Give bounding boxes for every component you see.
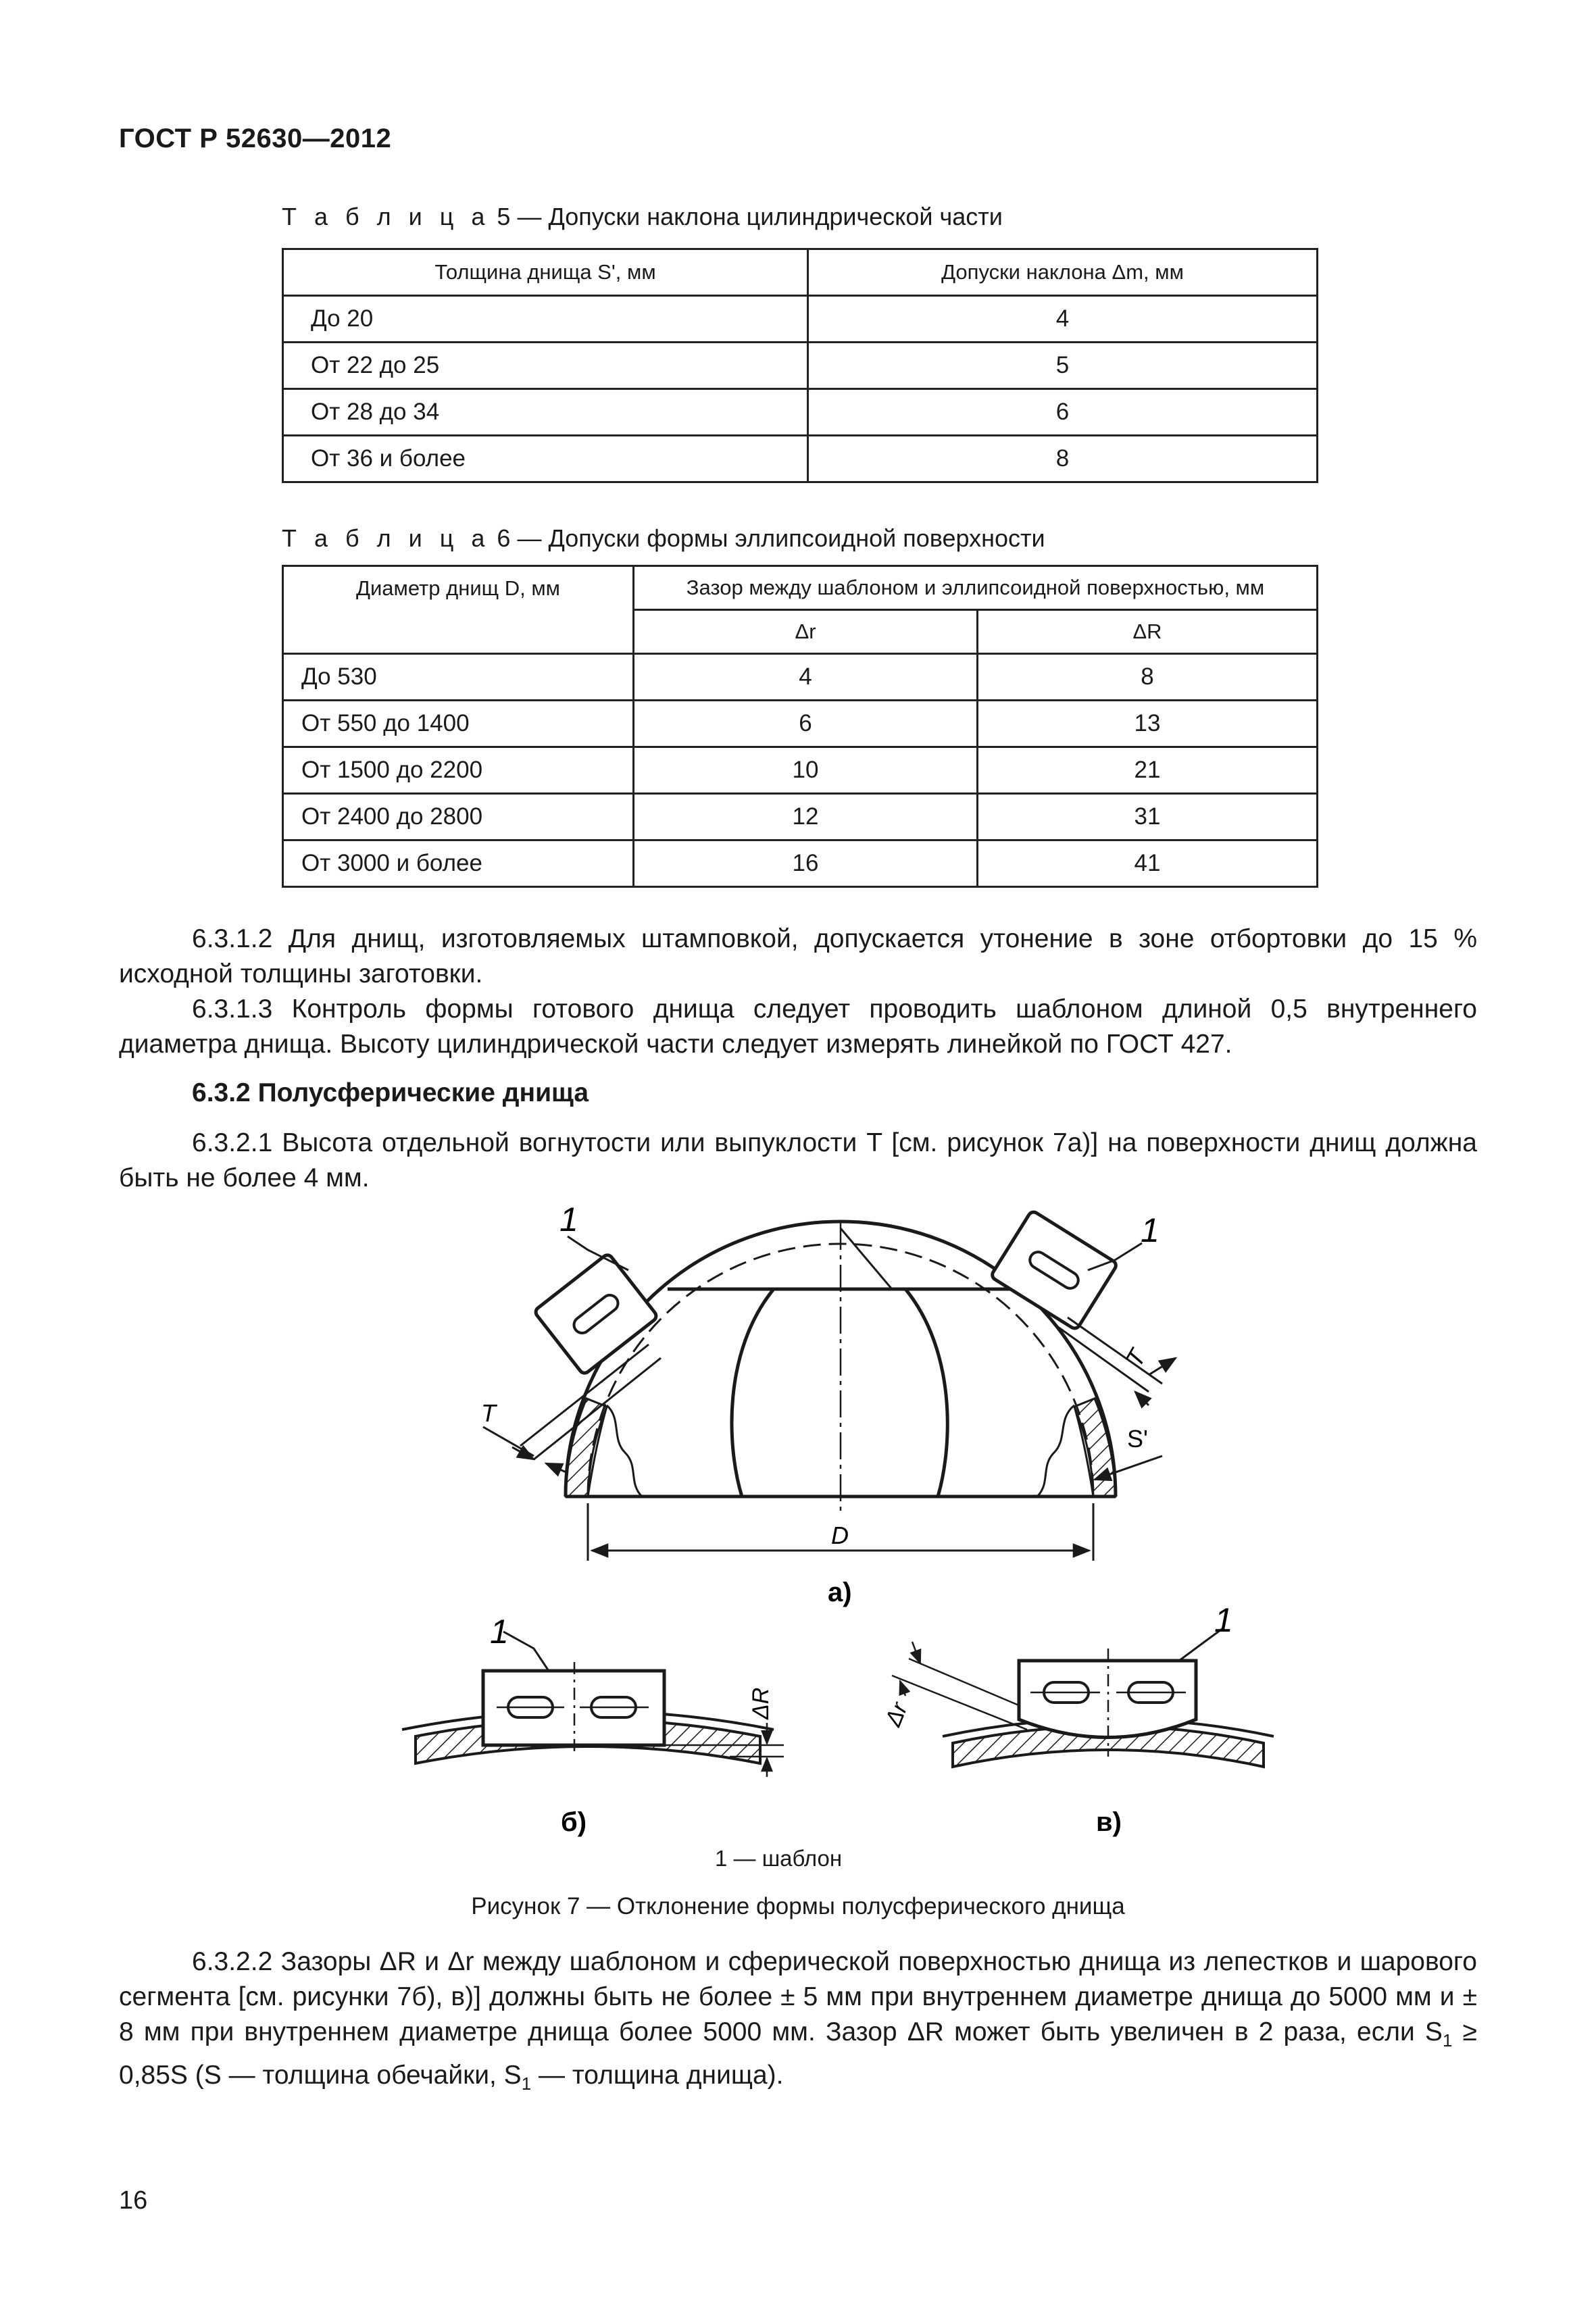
left-wall-section: [566, 1399, 607, 1496]
table5-caption-text: 5 — Допуски наклона цилиндрической части: [497, 203, 1003, 230]
table6-header-gap: Зазор между шаблоном и эллипсоидной поверхностью, мм: [634, 566, 1318, 610]
table6-cell-dR: 8: [978, 654, 1318, 701]
right-wall-section: [1074, 1399, 1116, 1496]
table6-cell-dr: 6: [634, 701, 978, 747]
table5-cell-tolerance: 8: [808, 436, 1318, 482]
table6-cell-dR: 41: [978, 840, 1318, 887]
page-number: 16: [119, 2186, 148, 2215]
template-body: [991, 1210, 1118, 1330]
table6-cell-dR: 13: [978, 701, 1318, 747]
figure-sublabel-b: б): [561, 1807, 587, 1837]
table6-cell-diameter: От 1500 до 2200: [283, 747, 634, 794]
table6-cell-dr: 10: [634, 747, 978, 794]
section-heading: 6.3.2 Полусферические днища: [192, 1078, 589, 1107]
paragraph-text: 6.3.2.2 Зазоры ΔR и Δr между шаблоном и сферической поверхностью днища из лепестков и шарового сегмента [см. рисунки 7б), в)] должны быть не более ± 5 мм при внутреннем диаметре днища до 5000 мм и ± 8 мм при внутреннем диаметре днища более 5000 мм. Зазор ΔR может быть увеличен в 2 раза, если S: [119, 1947, 1477, 2046]
paragraph-text: 6.3.1.3 Контроль формы готового днища следует проводить шаблоном длиной 0,5 внутреннего диаметра днища. Высоту цилиндрической части следует измерять линейкой по ГОСТ 427.: [119, 995, 1477, 1059]
left-petal-seam: [732, 1289, 774, 1496]
table6-cell-dr: 4: [634, 654, 978, 701]
left-break-line: [607, 1405, 642, 1496]
paragraph-text: 6.3.2.1 Высота отдельной вогнутости или выпуклости T [см. рисунок 7а)] на поверхности днищ должна быть не более 4 мм.: [119, 1128, 1477, 1192]
paragraph-text: — толщина днища).: [531, 2060, 784, 2090]
table5-cell-tolerance: 5: [808, 343, 1318, 389]
table5-cell-thickness: От 28 до 34: [283, 389, 808, 436]
paragraph-text: 6.3.1.2 Для днищ, изготовляемых штамповкой, допускается утонение в зоне отбортовки до 15 % исходной толщины заготовки.: [119, 924, 1477, 988]
figure-sublabel-v: в): [1096, 1807, 1122, 1837]
figure-title: Рисунок 7 — Отклонение формы полусферического днища: [471, 1893, 1125, 1919]
figure-label-D: D: [831, 1521, 849, 1549]
right-petal-seam: [905, 1289, 947, 1496]
table6-cell-dR: 21: [978, 747, 1318, 794]
paragraph-text: ≥ 0,85S (S — толщина обечайки, S: [119, 2017, 1477, 2090]
figure-label-dr: Δr: [880, 1699, 913, 1730]
template-body: [534, 1253, 658, 1376]
table5-cell-thickness: От 22 до 25: [283, 343, 808, 389]
table6-caption-prefix: Т а б л и ц а: [282, 524, 491, 552]
table6-cell-dR: 31: [978, 794, 1318, 840]
figure-label-S-prime: S': [1127, 1425, 1148, 1453]
table5-header-tolerance: Допуски наклона Δm, мм: [808, 249, 1318, 296]
figure-label-T-right: T: [1120, 1344, 1151, 1372]
figure-label-1-right: 1: [1141, 1211, 1159, 1249]
template-check-v-drawing: [892, 1628, 1274, 1767]
table5-header-thickness: Толщина днища S', мм: [283, 249, 808, 296]
subscript: 1: [521, 2073, 532, 2094]
figure-label-dR: ΔR: [748, 1687, 774, 1719]
table5-cell-thickness: От 36 и более: [283, 436, 808, 482]
table6-cell-diameter: До 530: [283, 654, 634, 701]
table6-header-dr: Δr: [634, 610, 978, 654]
table6-cell-diameter: От 550 до 1400: [283, 701, 634, 747]
document-code-header: ГОСТ Р 52630—2012: [119, 124, 392, 153]
table6-header-diameter: Диаметр днищ D, мм: [283, 566, 634, 654]
subscript: 1: [1442, 2030, 1453, 2051]
figure-label-T-left: T: [481, 1399, 496, 1427]
dimension-T-left: [483, 1427, 568, 1473]
table5-caption-prefix: Т а б л и ц а: [282, 203, 491, 230]
table6-cell-diameter: От 2400 до 2800: [283, 794, 634, 840]
table6-header-dR: ΔR: [978, 610, 1318, 654]
figure-sublabel-a: а): [828, 1578, 852, 1607]
table6-cell-diameter: От 3000 и более: [283, 840, 634, 887]
figure-label-1-v: 1: [1214, 1601, 1233, 1639]
paragraph-6-3-2-2: [119, 1944, 1477, 2101]
template-check-b-drawing: [402, 1632, 784, 1777]
figure-label-1-b: 1: [490, 1613, 509, 1651]
table6-cell-dr: 16: [634, 840, 978, 887]
figure-legend: 1 — шаблон: [715, 1846, 843, 1871]
table5-cell-tolerance: 4: [808, 296, 1318, 343]
table5-cell-tolerance: 6: [808, 389, 1318, 436]
right-break-line: [1037, 1405, 1074, 1496]
table6-cell-dr: 12: [634, 794, 978, 840]
table5-cell-thickness: До 20: [283, 296, 808, 343]
table6-caption-text: 6 — Допуски формы эллипсоидной поверхности: [497, 524, 1045, 552]
figure-label-1-left: 1: [559, 1201, 578, 1238]
